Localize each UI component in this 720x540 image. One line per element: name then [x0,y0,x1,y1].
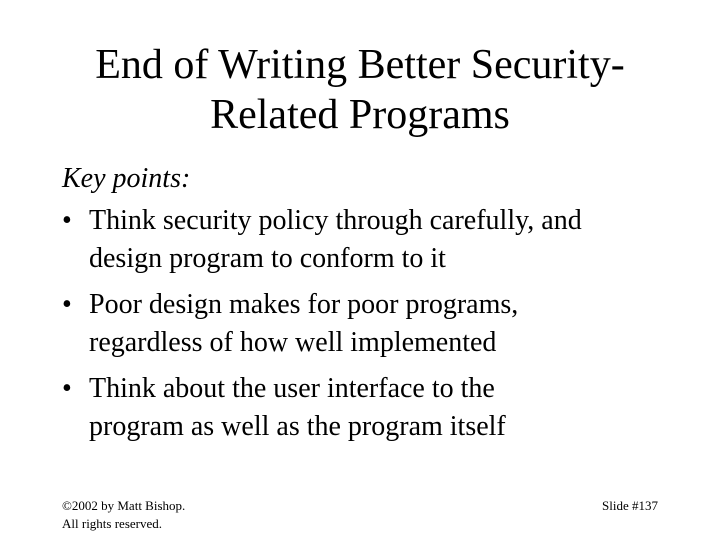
bullet-text-line: Poor design makes for poor programs, [89,289,519,320]
bullet-text-line: Think about the user interface to the [89,373,495,404]
bullet-item [62,370,662,446]
bullet-text [89,370,662,446]
bullet-text [89,202,662,278]
bullet-item [62,202,662,278]
slide-body [62,160,662,454]
bullet-icon: • [62,373,72,404]
slide-title-line: End of Writing Better Security- [95,42,625,88]
bullet-text-line: design program to conform to it [89,243,446,274]
bullet-text-line: program as well as the program itself [89,411,506,442]
copyright-line: All rights reserved. [62,516,163,531]
bullet-list [62,202,662,446]
bullet-text-line: Think security policy through carefully, and [89,205,582,236]
slide-title [40,40,680,140]
bullet-item [62,286,662,362]
bullet-icon: • [62,289,72,320]
copyright-line: ©2002 by Matt Bishop. [62,498,186,513]
slide-title-line: Related Programs [210,92,510,138]
bullet-text-line: regardless of how well implemented [89,327,497,358]
copyright-notice [62,497,185,533]
bullet-icon: • [62,205,72,236]
bullet-text [89,286,662,362]
key-points-heading: Key points: [62,163,191,194]
slide-number: Slide #137 [602,498,658,513]
